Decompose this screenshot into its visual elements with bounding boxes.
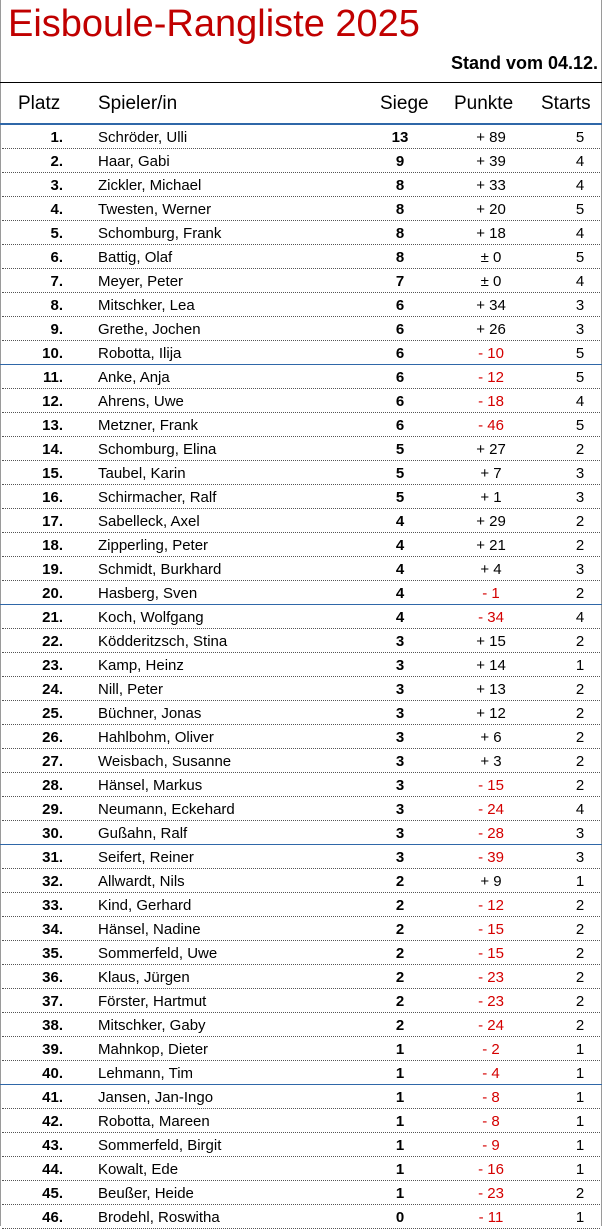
starts-cell: 2 xyxy=(575,729,585,746)
player-name-cell: Haar, Gabi xyxy=(98,153,170,170)
rank-cell: 16. xyxy=(42,489,63,506)
rank-cell: 41. xyxy=(42,1089,63,1106)
wins-cell: 3 xyxy=(395,777,405,794)
points-cell: - 23 xyxy=(478,969,504,986)
points-cell: - 46 xyxy=(478,417,504,434)
starts-cell: 4 xyxy=(575,801,585,818)
column-header-spieler: Spieler/in xyxy=(98,93,178,114)
rank-cell: 27. xyxy=(42,753,63,770)
player-name-cell: Mitschker, Lea xyxy=(98,297,195,314)
player-name-cell: Weisbach, Susanne xyxy=(98,753,232,770)
player-name-cell: Battig, Olaf xyxy=(98,249,173,266)
points-cell: - 12 xyxy=(478,369,504,386)
table-row xyxy=(0,1205,602,1229)
starts-cell: 1 xyxy=(575,1209,585,1226)
rank-cell: 15. xyxy=(42,465,63,482)
table-row xyxy=(0,677,602,701)
wins-cell: 1 xyxy=(395,1089,405,1106)
starts-cell: 2 xyxy=(575,633,585,650)
table-row xyxy=(0,1157,602,1181)
player-name-cell: Sommerfeld, Uwe xyxy=(98,945,218,962)
wins-cell: 6 xyxy=(395,297,405,314)
starts-cell: 4 xyxy=(575,273,585,290)
points-cell: + 9 xyxy=(480,873,502,890)
table-row xyxy=(0,293,602,317)
rank-cell: 19. xyxy=(42,561,63,578)
starts-cell: 5 xyxy=(575,345,585,362)
table-row xyxy=(0,845,602,869)
wins-cell: 6 xyxy=(395,321,405,338)
table-row xyxy=(0,869,602,893)
table-row xyxy=(0,725,602,749)
table-header xyxy=(0,87,602,123)
wins-cell: 4 xyxy=(395,561,405,578)
points-cell: - 24 xyxy=(478,801,504,818)
table-row xyxy=(0,365,602,389)
points-cell: + 14 xyxy=(476,657,506,674)
table-row xyxy=(0,797,602,821)
starts-cell: 1 xyxy=(575,873,585,890)
table-row xyxy=(0,749,602,773)
player-name-cell: Robotta, Mareen xyxy=(98,1113,210,1130)
player-name-cell: Schomburg, Elina xyxy=(98,441,217,458)
rank-cell: 43. xyxy=(42,1137,63,1154)
starts-cell: 2 xyxy=(575,705,585,722)
table-row xyxy=(0,821,602,845)
player-name-cell: Schröder, Ulli xyxy=(98,129,188,146)
starts-cell: 2 xyxy=(575,441,585,458)
rank-cell: 39. xyxy=(42,1041,63,1058)
starts-cell: 3 xyxy=(575,489,585,506)
points-cell: + 39 xyxy=(476,153,506,170)
player-name-cell: Robotta, Ilija xyxy=(98,345,182,362)
points-cell: + 27 xyxy=(476,441,506,458)
table-row xyxy=(0,581,602,605)
rank-cell: 18. xyxy=(42,537,63,554)
points-cell: + 13 xyxy=(476,681,506,698)
rank-cell: 2. xyxy=(50,153,63,170)
table-row xyxy=(0,245,602,269)
rank-cell: 9. xyxy=(50,321,63,338)
table-row xyxy=(0,965,602,989)
table-row xyxy=(0,317,602,341)
starts-cell: 5 xyxy=(575,249,585,266)
wins-cell: 5 xyxy=(395,441,405,458)
player-name-cell: Sabelleck, Axel xyxy=(98,513,200,530)
header-top-border xyxy=(0,82,602,83)
points-cell: + 1 xyxy=(480,489,502,506)
rank-cell: 40. xyxy=(42,1065,63,1082)
player-name-cell: Taubel, Karin xyxy=(98,465,186,482)
points-cell: ± 0 xyxy=(480,249,502,266)
starts-cell: 4 xyxy=(575,177,585,194)
player-name-cell: Brodehl, Roswitha xyxy=(98,1209,220,1226)
starts-cell: 2 xyxy=(575,585,585,602)
table-row xyxy=(0,1037,602,1061)
player-name-cell: Förster, Hartmut xyxy=(98,993,207,1010)
points-cell: - 15 xyxy=(478,921,504,938)
table-row xyxy=(0,173,602,197)
points-cell: - 39 xyxy=(478,849,504,866)
rank-cell: 8. xyxy=(50,297,63,314)
points-cell: - 18 xyxy=(478,393,504,410)
table-row xyxy=(0,989,602,1013)
rank-cell: 21. xyxy=(42,609,63,626)
rank-cell: 23. xyxy=(42,657,63,674)
points-cell: - 11 xyxy=(478,1209,504,1226)
wins-cell: 3 xyxy=(395,849,405,866)
rank-cell: 28. xyxy=(42,777,63,794)
table-row xyxy=(0,197,602,221)
starts-cell: 2 xyxy=(575,945,585,962)
table-row xyxy=(0,485,602,509)
starts-cell: 2 xyxy=(575,969,585,986)
starts-cell: 2 xyxy=(575,1185,585,1202)
rank-cell: 29. xyxy=(42,801,63,818)
player-name-cell: Seifert, Reiner xyxy=(98,849,194,866)
starts-cell: 1 xyxy=(575,1161,585,1178)
table-row xyxy=(0,773,602,797)
table-row xyxy=(0,221,602,245)
points-cell: + 29 xyxy=(476,513,506,530)
wins-cell: 2 xyxy=(395,969,405,986)
player-name-cell: Zipperling, Peter xyxy=(98,537,209,554)
table-row xyxy=(0,269,602,293)
table-row xyxy=(0,1013,602,1037)
wins-cell: 1 xyxy=(395,1161,405,1178)
player-name-cell: Nill, Peter xyxy=(98,681,164,698)
player-name-cell: Neumann, Eckehard xyxy=(98,801,235,818)
rank-cell: 13. xyxy=(42,417,63,434)
rank-cell: 1. xyxy=(50,129,63,146)
wins-cell: 4 xyxy=(395,585,405,602)
rank-cell: 7. xyxy=(50,273,63,290)
starts-cell: 5 xyxy=(575,417,585,434)
wins-cell: 8 xyxy=(395,177,405,194)
rank-cell: 38. xyxy=(42,1017,63,1034)
starts-cell: 4 xyxy=(575,393,585,410)
rank-cell: 35. xyxy=(42,945,63,962)
starts-cell: 3 xyxy=(575,849,585,866)
page-title: Eisboule-Rangliste 2025 xyxy=(8,3,420,45)
player-name-cell: Hahlbohm, Oliver xyxy=(98,729,214,746)
table-row xyxy=(0,1181,602,1205)
player-name-cell: Beußer, Heide xyxy=(98,1185,194,1202)
starts-cell: 1 xyxy=(575,1113,585,1130)
rank-cell: 10. xyxy=(42,345,63,362)
rank-cell: 26. xyxy=(42,729,63,746)
player-name-cell: Büchner, Jonas xyxy=(98,705,202,722)
points-cell: - 28 xyxy=(478,825,504,842)
points-cell: ± 0 xyxy=(480,273,502,290)
wins-cell: 1 xyxy=(395,1041,405,1058)
rank-cell: 34. xyxy=(42,921,63,938)
player-name-cell: Anke, Anja xyxy=(98,369,170,386)
points-cell: + 21 xyxy=(476,537,506,554)
player-name-cell: Metzner, Frank xyxy=(98,417,199,434)
table-row xyxy=(0,509,602,533)
player-name-cell: Klaus, Jürgen xyxy=(98,969,190,986)
wins-cell: 3 xyxy=(395,681,405,698)
column-header-punkte: Punkte xyxy=(454,93,514,114)
points-cell: + 20 xyxy=(476,201,506,218)
starts-cell: 4 xyxy=(575,609,585,626)
starts-cell: 3 xyxy=(575,321,585,338)
points-cell: + 18 xyxy=(476,225,506,242)
starts-cell: 3 xyxy=(575,297,585,314)
wins-cell: 2 xyxy=(395,921,405,938)
starts-cell: 4 xyxy=(575,153,585,170)
player-name-cell: Hasberg, Sven xyxy=(98,585,198,602)
rank-cell: 30. xyxy=(42,825,63,842)
wins-cell: 8 xyxy=(395,249,405,266)
starts-cell: 1 xyxy=(575,1137,585,1154)
wins-cell: 1 xyxy=(395,1185,405,1202)
points-cell: - 1 xyxy=(482,585,500,602)
starts-cell: 3 xyxy=(575,465,585,482)
table-row xyxy=(0,389,602,413)
player-name-cell: Schomburg, Frank xyxy=(98,225,222,242)
starts-cell: 4 xyxy=(575,225,585,242)
points-cell: - 23 xyxy=(478,1185,504,1202)
points-cell: + 34 xyxy=(476,297,506,314)
table-row xyxy=(0,149,602,173)
wins-cell: 3 xyxy=(395,729,405,746)
points-cell: - 4 xyxy=(482,1065,500,1082)
rank-cell: 36. xyxy=(42,969,63,986)
starts-cell: 2 xyxy=(575,753,585,770)
wins-cell: 5 xyxy=(395,489,405,506)
starts-cell: 1 xyxy=(575,1041,585,1058)
ranking-table-body xyxy=(0,125,602,1229)
table-row xyxy=(0,461,602,485)
rank-cell: 33. xyxy=(42,897,63,914)
wins-cell: 4 xyxy=(395,537,405,554)
points-cell: + 26 xyxy=(476,321,506,338)
starts-cell: 2 xyxy=(575,897,585,914)
wins-cell: 3 xyxy=(395,633,405,650)
points-cell: - 8 xyxy=(482,1113,500,1130)
rank-cell: 22. xyxy=(42,633,63,650)
player-name-cell: Ahrens, Uwe xyxy=(98,393,184,410)
player-name-cell: Zickler, Michael xyxy=(98,177,202,194)
table-row xyxy=(0,1085,602,1109)
rank-cell: 31. xyxy=(42,849,63,866)
wins-cell: 1 xyxy=(395,1137,405,1154)
rank-cell: 17. xyxy=(42,513,63,530)
starts-cell: 2 xyxy=(575,513,585,530)
points-cell: + 6 xyxy=(480,729,502,746)
player-name-cell: Mahnkop, Dieter xyxy=(98,1041,209,1058)
starts-cell: 2 xyxy=(575,993,585,1010)
starts-cell: 3 xyxy=(575,561,585,578)
table-row xyxy=(0,533,602,557)
player-name-cell: Ködderitzsch, Stina xyxy=(98,633,228,650)
column-header-starts: Starts xyxy=(541,93,591,114)
starts-cell: 2 xyxy=(575,1017,585,1034)
wins-cell: 2 xyxy=(395,873,405,890)
player-name-cell: Jansen, Jan-Ingo xyxy=(98,1089,214,1106)
wins-cell: 7 xyxy=(395,273,405,290)
player-name-cell: Sommerfeld, Birgit xyxy=(98,1137,222,1154)
wins-cell: 6 xyxy=(395,417,405,434)
column-header-platz: Platz xyxy=(18,93,61,114)
rank-cell: 24. xyxy=(42,681,63,698)
rank-cell: 14. xyxy=(42,441,63,458)
wins-cell: 3 xyxy=(395,657,405,674)
table-row xyxy=(0,941,602,965)
player-name-cell: Kind, Gerhard xyxy=(98,897,192,914)
table-row xyxy=(0,653,602,677)
table-row xyxy=(0,437,602,461)
player-name-cell: Hänsel, Markus xyxy=(98,777,203,794)
starts-cell: 2 xyxy=(575,537,585,554)
starts-cell: 3 xyxy=(575,825,585,842)
points-cell: + 4 xyxy=(480,561,502,578)
rank-cell: 12. xyxy=(42,393,63,410)
wins-cell: 8 xyxy=(395,201,405,218)
player-name-cell: Twesten, Werner xyxy=(98,201,212,218)
rank-cell: 11. xyxy=(42,369,63,386)
points-cell: + 89 xyxy=(476,129,506,146)
rank-cell: 3. xyxy=(50,177,63,194)
table-row xyxy=(0,125,602,149)
points-cell: - 8 xyxy=(482,1089,500,1106)
rank-cell: 6. xyxy=(50,249,63,266)
starts-cell: 1 xyxy=(575,1065,585,1082)
rank-cell: 44. xyxy=(42,1161,63,1178)
player-name-cell: Hänsel, Nadine xyxy=(98,921,201,938)
rank-cell: 32. xyxy=(42,873,63,890)
table-row xyxy=(0,1109,602,1133)
table-row xyxy=(0,629,602,653)
points-cell: + 7 xyxy=(480,465,502,482)
player-name-cell: Lehmann, Tim xyxy=(98,1065,194,1082)
table-row xyxy=(0,893,602,917)
points-cell: + 3 xyxy=(480,753,502,770)
points-cell: + 15 xyxy=(476,633,506,650)
wins-cell: 0 xyxy=(395,1209,405,1226)
wins-cell: 4 xyxy=(395,609,405,626)
points-cell: - 34 xyxy=(478,609,504,626)
points-cell: - 15 xyxy=(478,777,504,794)
starts-cell: 2 xyxy=(575,921,585,938)
wins-cell: 2 xyxy=(395,945,405,962)
points-cell: - 10 xyxy=(478,345,504,362)
wins-cell: 8 xyxy=(395,225,405,242)
table-row xyxy=(0,557,602,581)
player-name-cell: Mitschker, Gaby xyxy=(98,1017,206,1034)
wins-cell: 5 xyxy=(395,465,405,482)
player-name-cell: Koch, Wolfgang xyxy=(98,609,204,626)
player-name-cell: Grethe, Jochen xyxy=(98,321,201,338)
wins-cell: 2 xyxy=(395,897,405,914)
table-row xyxy=(0,605,602,629)
rank-cell: 5. xyxy=(50,225,63,242)
points-cell: - 9 xyxy=(482,1137,500,1154)
starts-cell: 5 xyxy=(575,201,585,218)
player-name-cell: Kowalt, Ede xyxy=(98,1161,179,1178)
starts-cell: 5 xyxy=(575,369,585,386)
player-name-cell: Schmidt, Burkhard xyxy=(98,561,222,578)
table-row xyxy=(0,1061,602,1085)
starts-cell: 2 xyxy=(575,777,585,794)
rank-cell: 37. xyxy=(42,993,63,1010)
points-cell: - 16 xyxy=(478,1161,504,1178)
wins-cell: 3 xyxy=(395,753,405,770)
player-name-cell: Allwardt, Nils xyxy=(98,873,185,890)
player-name-cell: Schirmacher, Ralf xyxy=(98,489,217,506)
rank-cell: 46. xyxy=(42,1209,63,1226)
wins-cell: 6 xyxy=(395,345,405,362)
points-cell: - 23 xyxy=(478,993,504,1010)
table-row xyxy=(0,1133,602,1157)
wins-cell: 3 xyxy=(395,801,405,818)
player-name-cell: Kamp, Heinz xyxy=(98,657,184,674)
points-cell: + 33 xyxy=(476,177,506,194)
points-cell: - 12 xyxy=(478,897,504,914)
wins-cell: 9 xyxy=(395,153,405,170)
rank-cell: 42. xyxy=(42,1113,63,1130)
table-row xyxy=(0,341,602,365)
starts-cell: 5 xyxy=(575,129,585,146)
wins-cell: 13 xyxy=(391,129,409,146)
wins-cell: 2 xyxy=(395,1017,405,1034)
rank-cell: 25. xyxy=(42,705,63,722)
wins-cell: 1 xyxy=(395,1065,405,1082)
player-name-cell: Meyer, Peter xyxy=(98,273,184,290)
table-row xyxy=(0,701,602,725)
wins-cell: 2 xyxy=(395,993,405,1010)
column-header-siege: Siege xyxy=(380,93,429,114)
rank-cell: 45. xyxy=(42,1185,63,1202)
points-cell: - 24 xyxy=(478,1017,504,1034)
starts-cell: 1 xyxy=(575,657,585,674)
points-cell: - 2 xyxy=(482,1041,500,1058)
starts-cell: 2 xyxy=(575,681,585,698)
player-name-cell: Gußahn, Ralf xyxy=(98,825,188,842)
wins-cell: 6 xyxy=(395,369,405,386)
starts-cell: 1 xyxy=(575,1089,585,1106)
points-cell: + 12 xyxy=(476,705,506,722)
points-cell: - 15 xyxy=(478,945,504,962)
wins-cell: 3 xyxy=(395,705,405,722)
table-row xyxy=(0,413,602,437)
rank-cell: 4. xyxy=(50,201,63,218)
wins-cell: 1 xyxy=(395,1113,405,1130)
wins-cell: 3 xyxy=(395,825,405,842)
wins-cell: 6 xyxy=(395,393,405,410)
status-date: Stand vom 04.12. xyxy=(450,53,598,73)
rank-cell: 20. xyxy=(42,585,63,602)
wins-cell: 4 xyxy=(395,513,405,530)
table-row xyxy=(0,917,602,941)
